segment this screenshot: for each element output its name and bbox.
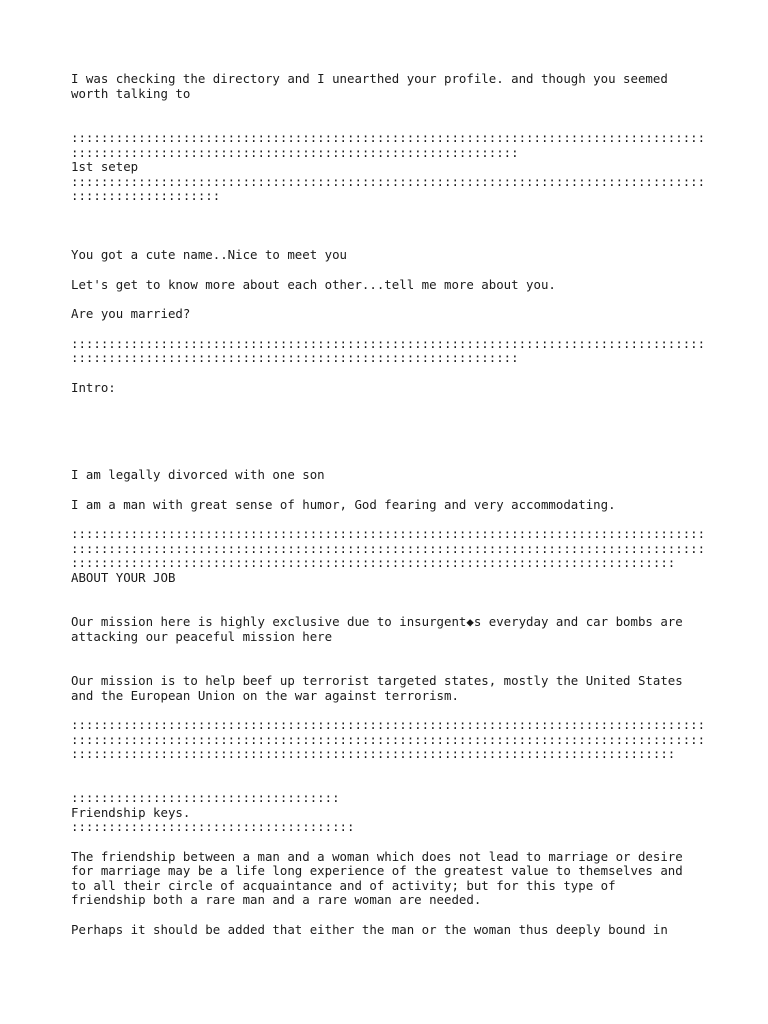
section-heading: 1st setep: [71, 159, 139, 174]
separator-line: :::::::::::::::::::::::::::::::::::::::::::::::::::::::::::::::::::::::::::::::::: [71, 746, 676, 761]
section-heading: Friendship keys.: [71, 805, 191, 820]
separator-line: :::::::::::::::::::::::::::::::::::::::::::::::::::::::::::::::::::::::::::::::::::::: [71, 336, 706, 351]
body-paragraph: attacking our peaceful mission here: [71, 629, 333, 644]
separator-line: :::::::::::::::::::::::::::::::::::::::::::::::::::::::::::::::::::::::::::::::::::::: [71, 130, 706, 145]
section-heading: ABOUT YOUR JOB: [71, 570, 176, 585]
separator-line: ::::::::::::::::::::::::::::::::::::: [71, 790, 340, 805]
separator-line: ::::::::::::::::::::: [71, 188, 221, 203]
body-paragraph: for marriage may be a life long experience of the greatest value to themselves and: [71, 863, 683, 878]
body-paragraph: I am a man with great sense of humor, God fearing and very accommodating.: [71, 497, 616, 512]
separator-line: ::::::::::::::::::::::::::::::::::::::::::::::::::::::::::::: [71, 350, 519, 365]
separator-line: :::::::::::::::::::::::::::::::::::::::::::::::::::::::::::::::::::::::::::::::::::::: [71, 526, 706, 541]
separator-line: :::::::::::::::::::::::::::::::::::::::::::::::::::::::::::::::::::::::::::::::::::::: [71, 717, 706, 732]
separator-line: ::::::::::::::::::::::::::::::::::::::: [71, 819, 355, 834]
body-paragraph: to all their circle of acquaintance and of activity; but for this type of: [71, 878, 616, 893]
body-paragraph: You got a cute name..Nice to meet you: [71, 247, 348, 262]
body-paragraph: Our mission is to help beef up terrorist targeted states, mostly the United States: [71, 673, 683, 688]
separator-line: :::::::::::::::::::::::::::::::::::::::::::::::::::::::::::::::::::::::::::::::::::::: [71, 732, 706, 747]
section-heading: Intro:: [71, 380, 116, 395]
separator-line: :::::::::::::::::::::::::::::::::::::::::::::::::::::::::::::::::::::::::::::::::::::: [71, 174, 706, 189]
body-paragraph: Are you married?: [71, 306, 191, 321]
body-paragraph: Let's get to know more about each other...tell me more about you.: [71, 277, 556, 292]
body-paragraph: Our mission here is highly exclusive due to insurgent◆s everyday and car bombs are: [71, 614, 683, 629]
body-paragraph: friendship both a rare man and a rare woman are needed.: [71, 892, 482, 907]
separator-line: :::::::::::::::::::::::::::::::::::::::::::::::::::::::::::::::::::::::::::::::::::::: [71, 541, 706, 556]
separator-line: :::::::::::::::::::::::::::::::::::::::::::::::::::::::::::::::::::::::::::::::::: [71, 555, 676, 570]
body-paragraph: Perhaps it should be added that either the man or the woman thus deeply bound in: [71, 922, 668, 937]
intro-line: worth talking to: [71, 86, 191, 101]
intro-line: I was checking the directory and I unearthed your profile. and though you seemed: [71, 71, 668, 86]
body-paragraph: and the European Union on the war against terrorism.: [71, 688, 459, 703]
body-paragraph: The friendship between a man and a woman which does not lead to marriage or desire: [71, 849, 683, 864]
separator-line: ::::::::::::::::::::::::::::::::::::::::::::::::::::::::::::: [71, 145, 519, 160]
body-paragraph: I am legally divorced with one son: [71, 467, 325, 482]
